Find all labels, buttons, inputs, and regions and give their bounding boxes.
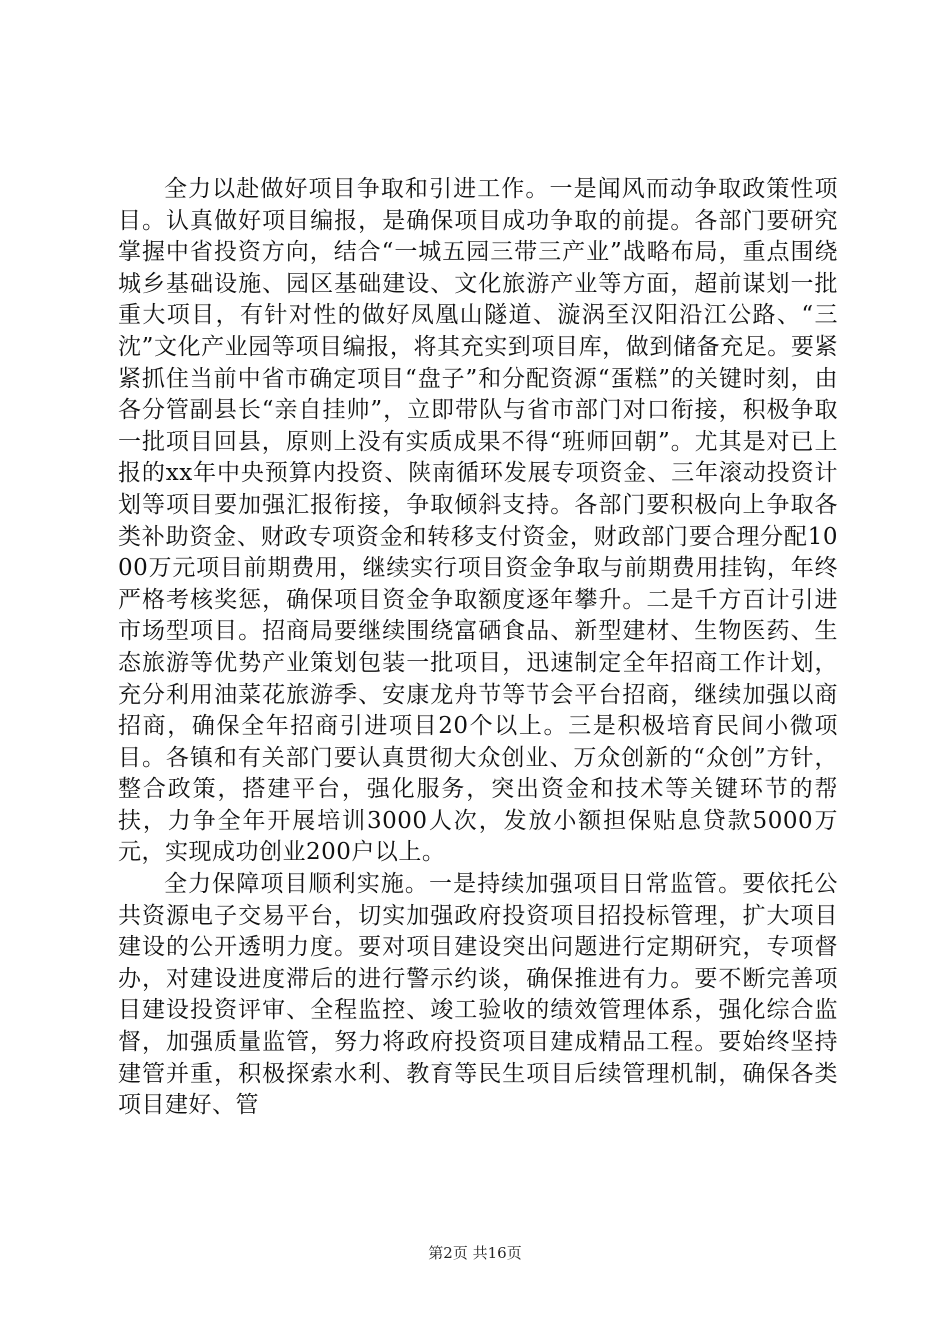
- paragraph-project-implementation: 全力保障项目顺利实施。一是持续加强项目日常监管。要依托公共资源电子交易平台，切实加强政府投资项目招投标管理，扩大项目建设的公开透明力度。要对项目建设突出问题进行定期研究，专项督办，对建设进度滞后的进行警示约谈，确保推进有力。要不断完善项目建设投资评审、全程监控、竣工验收的绩效管理体系，强化综合监督，加强质量监管，努力将政府投资项目建成精品工程。要始终坚持建管并重，积极探索水利、教育等民生项目后续管理机制，确保各类项目建好、管: [118, 871, 838, 1119]
- paragraph-project-attraction: 全力以赴做好项目争取和引进工作。一是闻风而动争取政策性项目。认真做好项目编报，是确保项目成功争取的前提。各部门要研究掌握中省投资方向，结合“一城五园三带三产业”战略布局，重点围绕城乡基础设施、园区基础建设、文化旅游产业等方面，超前谋划一批重大项目，有针对性的做好凤凰山隧道、漩涡至汉阳沿江公路、“三沈”文化产业园等项目编报，将其充实到项目库，做到储备充足。要紧紧抓住当前中省市确定项目“盘子”和分配资源“蛋糕”的关键时刻，由各分管副县长“亲自挂帅”，立即带队与省市部门对口衔接，积极争取一批项目回县，原则上没有实质成果不得“班师回朝”。尤其是对已上报的xx年中央预算内投资、陕南循环发展专项资金、三年滚动投资计划等项目要加强汇报衔接，争取倾斜支持。各部门要积极向上争取各类补助资金、财政专项资金和转移支付资金，财政部门要合理分配1000万元项目前期费用，继续实行项目资金争取与前期费用挂钩，年终严格考核奖惩，确保项目资金争取额度逐年攀升。二是千方百计引进市场型项目。招商局要继续围绕富硒食品、新型建材、生物医药、生态旅游等优势产业策划包装一批项目，迅速制定全年招商工作计划，充分利用油菜花旅游季、安康龙舟节等节会平台招商，继续加强以商招商，确保全年招商引进项目20个以上。三是积极培育民间小微项目。各镇和有关部门要认真贯彻大众创业、万众创新的“众创”方针，整合政策，搭建平台，强化服务，突出资金和技术等关键环节的帮扶，力争全年开展培训3000人次，发放小额担保贴息贷款5000万元，实现成功创业200户以上。: [118, 176, 838, 866]
- page-number-footer: 第2页 共16页: [428, 1244, 522, 1262]
- document-body: [118, 174, 838, 1122]
